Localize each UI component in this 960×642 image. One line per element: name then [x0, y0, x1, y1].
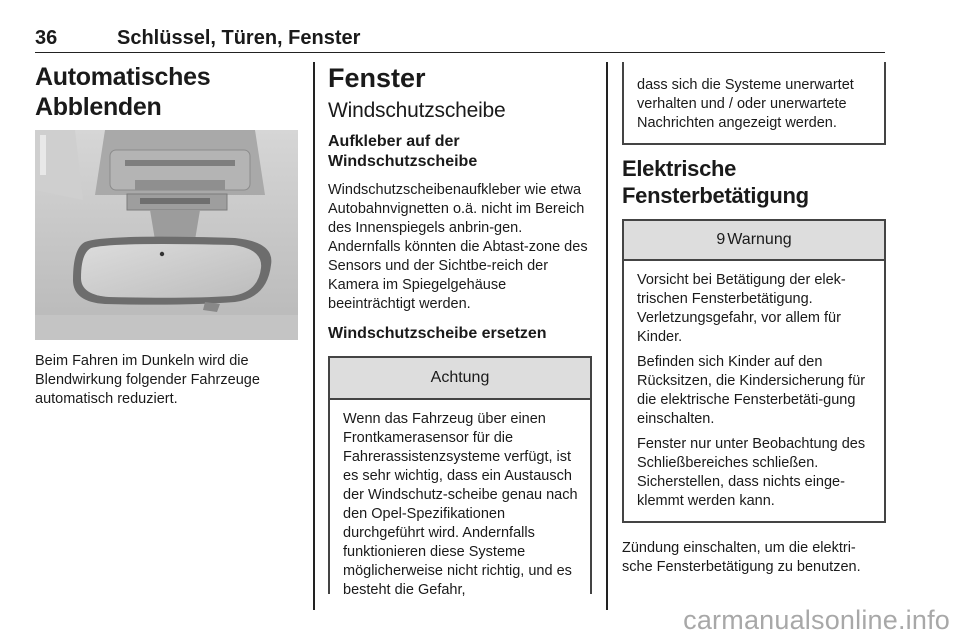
page-header: [35, 18, 885, 53]
warning-header: [624, 221, 884, 261]
column-automatic-dimming: [35, 62, 300, 409]
page-number: 36: [35, 27, 58, 49]
body-text: Beim Fahren im Dunkeln wird die Blendwirkung folgender Fahrzeuge automatisch reduziert.: [35, 353, 260, 407]
warning-box: [622, 219, 886, 523]
section-heading: Fenster: [328, 63, 426, 93]
section-heading: Elektrische Fensterbetätigung: [622, 156, 809, 208]
watermark: carmanualsonline.info: [683, 605, 950, 635]
rearview-mirror-photo: [35, 130, 298, 340]
section-heading: Automatisches Abblenden: [35, 63, 211, 121]
warning-text-3: Fenster nur unter Beobachtung des Schließbereiches schließen. Sicherstellen, dass nichts einge-klemmt werden kann.: [637, 436, 866, 509]
warning-title: Warnung: [727, 231, 792, 248]
chapter-title: Schlüssel, Türen, Fenster: [117, 27, 361, 49]
warning-text-2: Befinden sich Kinder auf den Rücksitzen, die Kindersicherung für die elektrische Fensterbetäti-gung einschalten.: [637, 354, 866, 427]
column-divider: [606, 62, 608, 610]
column-divider: [313, 62, 315, 610]
subsection-heading: Windschutzscheibe: [328, 99, 506, 122]
caution-box: [328, 356, 592, 598]
caution-box-continued: [622, 62, 886, 145]
sticker-text: Windschutzscheibenaufkleber wie etwa Autobahnvignetten o.ä. nicht im Bereich des Innenspiegels anbrin-gen. Andernfalls könnten die Abtast-zone des Sensors und der Sichtbe-reich der Kamera im Spiegelgehäuse beeinträchtigt werden.: [328, 182, 588, 312]
caution-text-continued: dass sich die Systeme unerwartet verhalten und / oder unerwartete Nachrichten angezeigt werden.: [637, 77, 854, 131]
replace-heading: Windschutzscheibe ersetzen: [328, 325, 547, 342]
caution-title: Achtung: [330, 358, 590, 400]
sticker-heading: Aufkleber auf der Windschutzscheibe: [328, 133, 478, 170]
column-windows: [328, 62, 592, 598]
column-electric-windows: [622, 62, 886, 577]
warning-triangle-icon: 9: [716, 231, 726, 248]
body-text: Zündung einschalten, um die elektri-sche Fensterbetätigung zu benutzen.: [622, 540, 861, 575]
warning-text-1: Vorsicht bei Betätigung der elek-trischen Fensterbetätigung. Verletzungsgefahr, vor allem für Kinder.: [637, 272, 846, 345]
caution-text: Wenn das Fahrzeug über einen Frontkamerasensor für die Fahrerassistenzsysteme verfügt, ist es sehr wichtig, dass ein Austausch der Windschutz-scheibe genau nach den Opel-Spezifikationen durchgeführt wird. Andernfalls funktionieren diese Systeme möglicherweise nicht richtig, und es besteht die Gefahr,: [343, 411, 578, 598]
